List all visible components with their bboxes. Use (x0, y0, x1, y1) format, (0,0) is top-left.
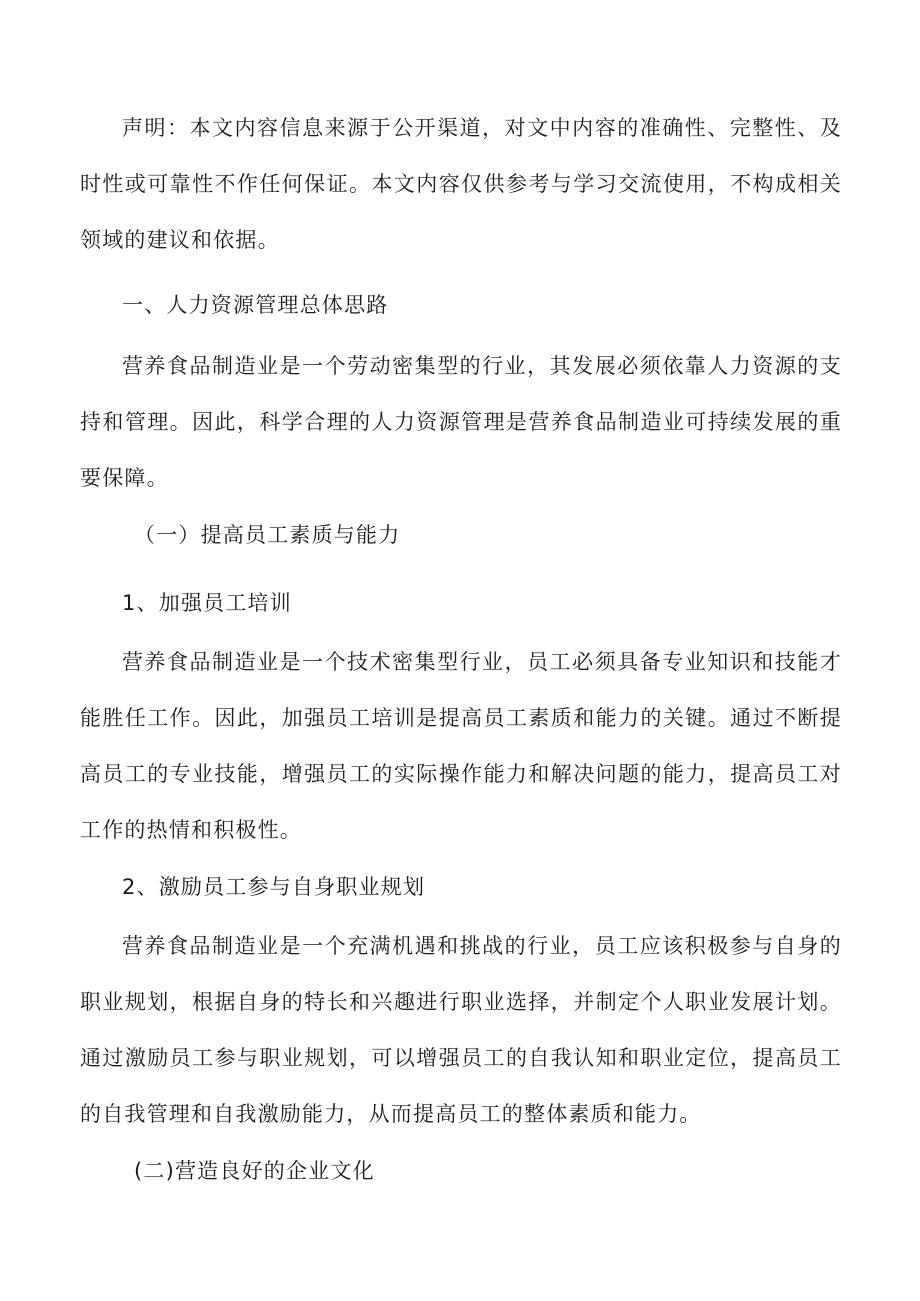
section-1-title: 一、人力资源管理总体思路 (122, 293, 389, 317)
item-2-body-paragraph: 营养食品制造业是一个充满机遇和挑战的行业，员工应该积极参与自身的职业规划，根据自身的特长和兴趣进行职业选择，并制定个人职业发展计划。通过激励员工参与职业规划，可以增强员工的自我认知和职业定位，提高员工的自我管理和自我激励能力，从而提高员工的整体素质和能力。 (80, 934, 842, 1126)
item-1-body-paragraph: 营养食品制造业是一个技术密集型行业，员工必须具备专业知识和技能才能胜任工作。因此，加强员工培训是提高员工素质和能力的关键。通过不断提高员工的专业技能，增强员工的实际操作能力和解决问题的能力，提高员工对工作的热情和积极性。 (80, 650, 842, 842)
subsection-2-title: (二)营造良好的企业文化 (134, 1159, 375, 1183)
disclaimer-paragraph: 声明：本文内容信息来源于公开渠道，对文中内容的准确性、完整性、及时性或可靠性不作任何保证。本文内容仅供参考与学习交流使用，不构成相关领域的建议和依据。 (80, 116, 842, 252)
item-1-title: 1、加强员工培训 (122, 591, 292, 615)
subsection-1-title: （一）提高员工素质与能力 (134, 523, 401, 547)
item-2-title: 2、激励员工参与自身职业规划 (122, 875, 426, 899)
section-1-intro-paragraph: 营养食品制造业是一个劳动密集型的行业，其发展必须依靠人力资源的支持和管理。因此，科学合理的人力资源管理是营养食品制造业可持续发展的重要保障。 (80, 354, 842, 490)
